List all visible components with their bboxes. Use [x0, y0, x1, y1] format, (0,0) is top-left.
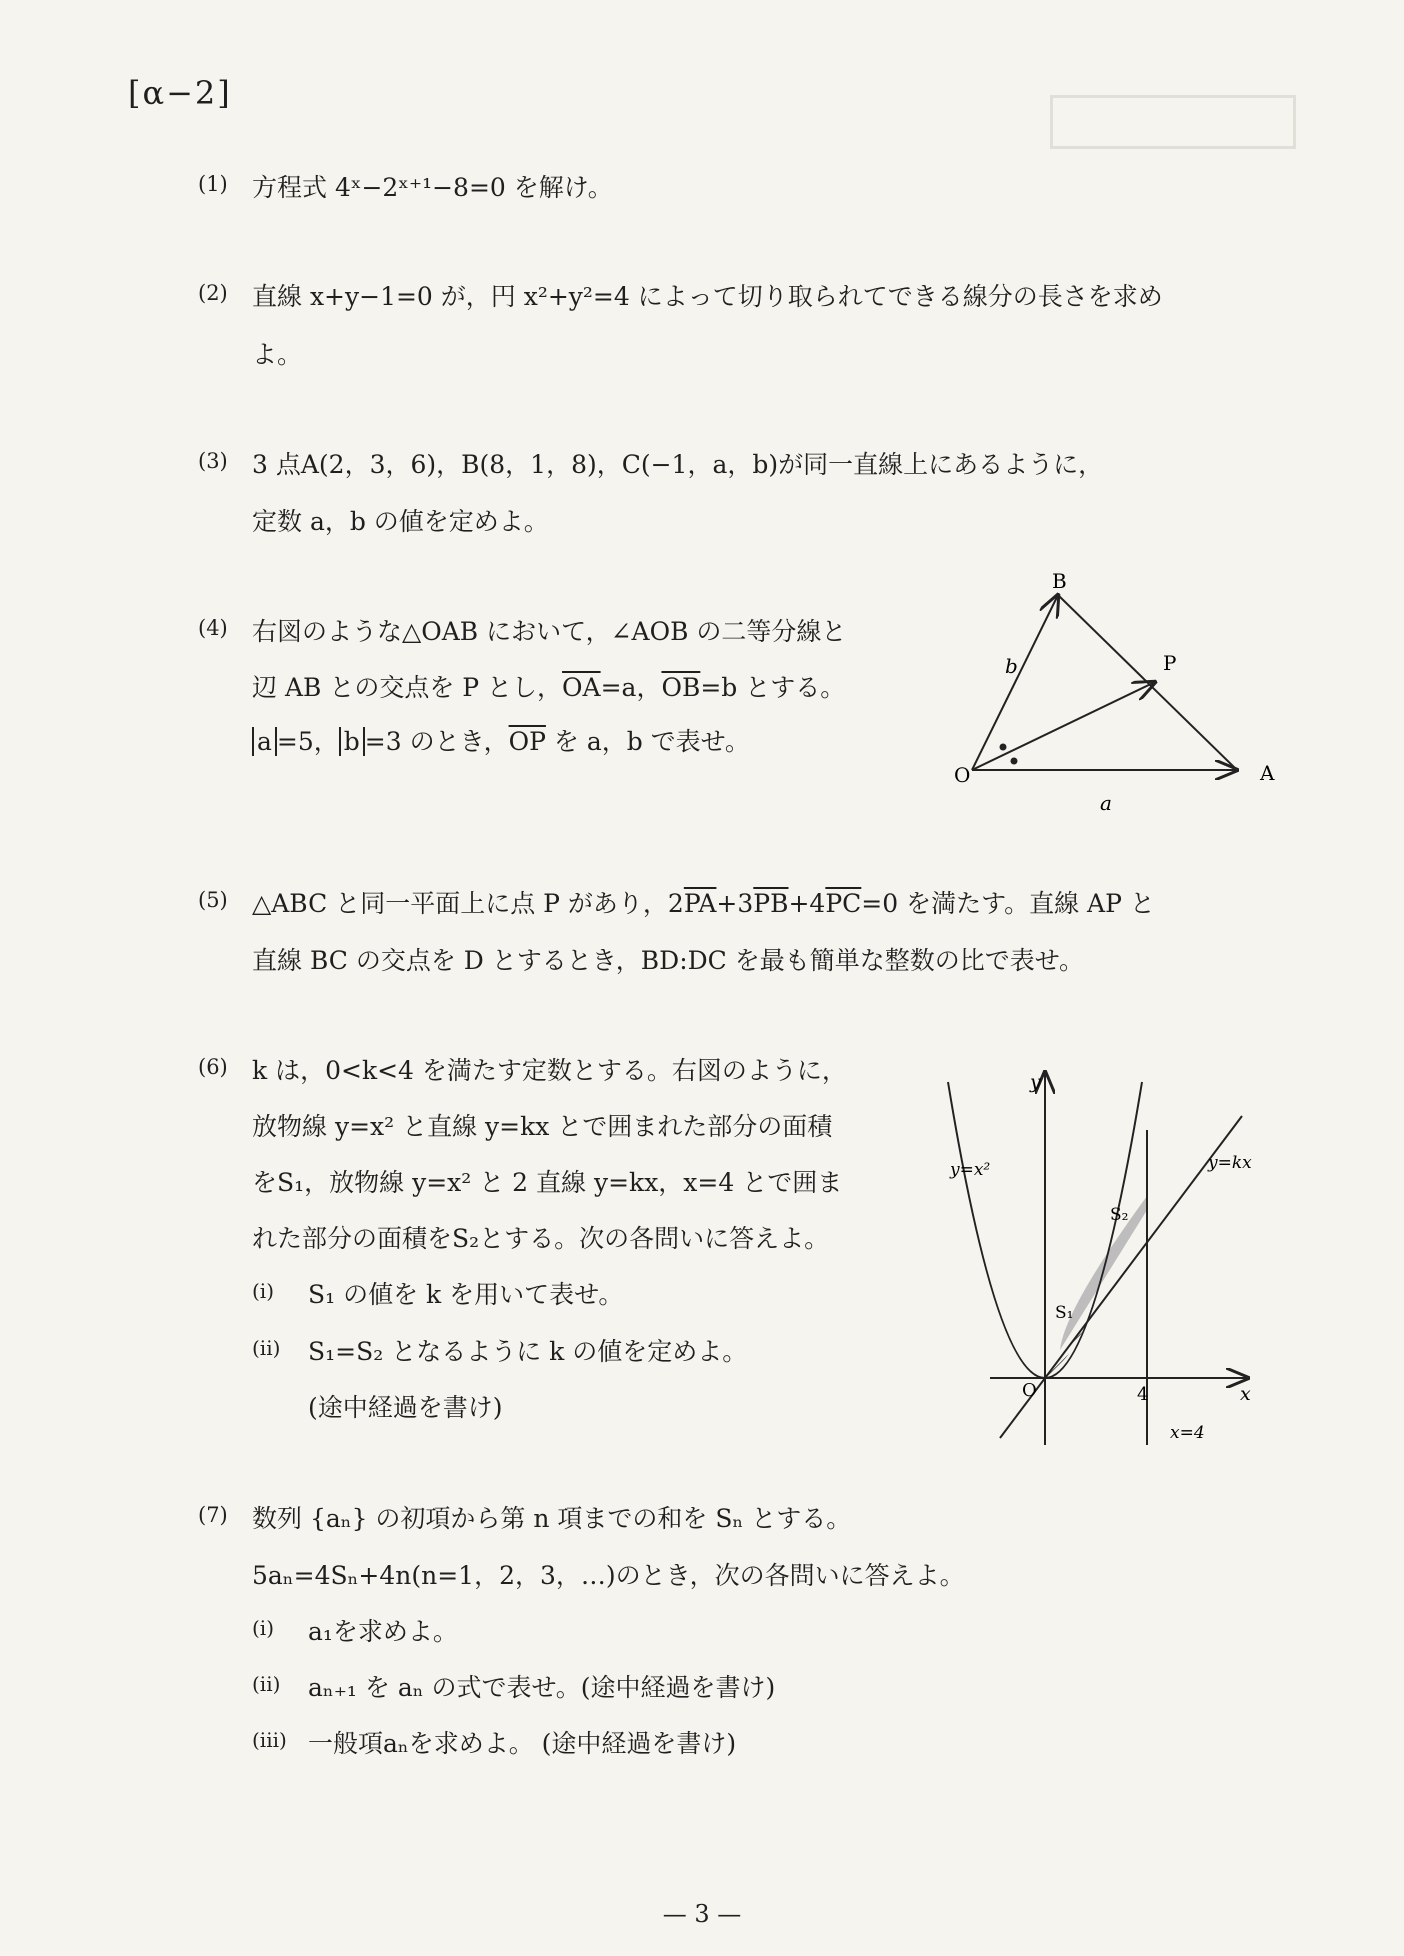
- angle-mark-1: [1000, 744, 1007, 751]
- label-parabola: y=x²: [950, 1160, 991, 1180]
- label-a-vector: a: [1100, 791, 1112, 815]
- label-p-point: P: [1163, 651, 1177, 675]
- abs-a-value: =5，: [276, 727, 339, 756]
- q7-sub1-text: a₁を求めよ。: [308, 1617, 458, 1646]
- vector-op: $\overline{OP}$: [508, 727, 546, 756]
- parabola-figure: [930, 1060, 1290, 1455]
- label-y-axis: y: [1030, 1071, 1041, 1093]
- section-title: [α−2]: [128, 74, 232, 112]
- label-origin: O: [1022, 1380, 1037, 1401]
- q5-line2: 直線 BC の交点を D とするとき，BD:DC を最も簡単な整数の比で表せ。: [252, 946, 1085, 975]
- q4-eq-b: =b とする。: [700, 673, 846, 702]
- q6-sub2-note: (途中経過を書け): [308, 1393, 503, 1422]
- q7-line1: 数列 {aₙ} の初項から第 n 項までの和を Sₙ とする。: [252, 1504, 852, 1533]
- q7-sub2-number: (ii): [252, 1672, 281, 1696]
- bleed-through-box: [1050, 95, 1296, 149]
- vector-pa: $\overline{PA}$: [683, 889, 717, 918]
- q2-number: (2): [198, 281, 228, 305]
- q5-line1-text: △ABC と同一平面上に点 P があり，2: [252, 889, 684, 918]
- label-tick-4: 4: [1137, 1384, 1149, 1405]
- q2-line1: 直線 x+y−1=0 が，円 x²+y²=4 によって切り取られてできる線分の長さを求め: [252, 282, 1163, 311]
- q7-sub1-number: (i): [252, 1616, 275, 1640]
- side-ab: [1058, 595, 1237, 770]
- q4-op-tail: を a，b で表せ。: [553, 727, 750, 756]
- q3-line2: 定数 a，b の値を定めよ。: [252, 507, 549, 536]
- q4-line1: 右図のような△OAB において，∠AOB の二等分線と: [252, 617, 847, 646]
- q6-line3: をS₁，放物線 y=x² と 2 直線 y=kx，x=4 とで囲ま: [252, 1168, 843, 1197]
- q3-line1: 3 点A(2，3，6)，B(8，1，8)，C(−1，a，b)が同一直線上にあるように，: [252, 450, 1104, 479]
- q4-line2-text: 辺 AB との交点を P とし，: [252, 673, 563, 702]
- label-a-point: A: [1260, 761, 1275, 785]
- label-b-point: B: [1052, 570, 1067, 593]
- label-x-axis: x: [1240, 1383, 1251, 1405]
- vector-ob: $\overline{OB}$: [661, 673, 701, 702]
- q3-number: (3): [198, 449, 228, 473]
- q1-number: (1): [198, 172, 228, 196]
- label-s2: S₂: [1110, 1205, 1129, 1225]
- q5-line1-tail: を満たす。直線 AP と: [906, 889, 1155, 918]
- q7-line2: 5aₙ=4Sₙ+4n(n=1，2，3，…)のとき，次の各問いに答えよ。: [252, 1561, 965, 1590]
- q5-line1: [252, 884, 1155, 920]
- abs-a: a: [252, 727, 277, 756]
- label-o-point: O: [954, 763, 971, 787]
- page-number: — 3 —: [662, 1900, 742, 1928]
- q4-line2: [252, 668, 845, 704]
- label-line-kx: y=kx: [1208, 1153, 1252, 1173]
- q5-eq0: =0: [861, 889, 899, 918]
- label-s1: S₁: [1055, 1303, 1074, 1323]
- label-x-4: x=4: [1170, 1423, 1205, 1443]
- q6-sub2-text: S₁=S₂ となるように k の値を定めよ。: [308, 1337, 748, 1366]
- q4-number: (4): [198, 616, 228, 640]
- q6-line1: k は，0<k<4 を満たす定数とする。右図のように，: [252, 1056, 847, 1085]
- vector-pb: $\overline{PB}$: [753, 889, 789, 918]
- q6-number: (6): [198, 1055, 228, 1079]
- abs-b-value: =3 のとき，: [364, 727, 509, 756]
- q2-line2: よ。: [252, 340, 303, 369]
- abs-b: b: [339, 727, 365, 756]
- q6-line4: れた部分の面積をS₂とする。次の各問いに答えよ。: [252, 1224, 830, 1253]
- q6-sub1-text: S₁ の値を k を用いて表せ。: [308, 1280, 624, 1309]
- q7-sub3-text: 一般項aₙを求めよ。 (途中経過を書け): [308, 1729, 737, 1758]
- triangle-figure: [940, 570, 1280, 830]
- q6-sub1-number: (i): [252, 1279, 275, 1303]
- q4-line3: [252, 722, 750, 758]
- vector-op-arrow: [972, 682, 1155, 770]
- q4-eq-a: =a，: [600, 673, 662, 702]
- angle-mark-2: [1011, 758, 1018, 765]
- q7-number: (7): [198, 1503, 228, 1527]
- q5-plus3: +3: [716, 889, 754, 918]
- q5-plus4: +4: [788, 889, 826, 918]
- q6-line2: 放物線 y=x² と直線 y=kx とで囲まれた部分の面積: [252, 1112, 833, 1141]
- vector-oa: $\overline{OA}$: [562, 673, 601, 702]
- q7-sub2-text: aₙ₊₁ を aₙ の式で表せ。(途中経過を書け): [308, 1673, 776, 1702]
- vector-pc: $\overline{PC}$: [825, 889, 862, 918]
- vector-b-arrow: [972, 595, 1058, 770]
- label-b-vector: b: [1005, 654, 1018, 678]
- q7-sub3-number: (iii): [252, 1728, 287, 1752]
- q1-text: 方程式 4ˣ−2ˣ⁺¹−8=0 を解け。: [252, 173, 613, 202]
- q5-number: (5): [198, 888, 228, 912]
- q6-sub2-number: (ii): [252, 1336, 281, 1360]
